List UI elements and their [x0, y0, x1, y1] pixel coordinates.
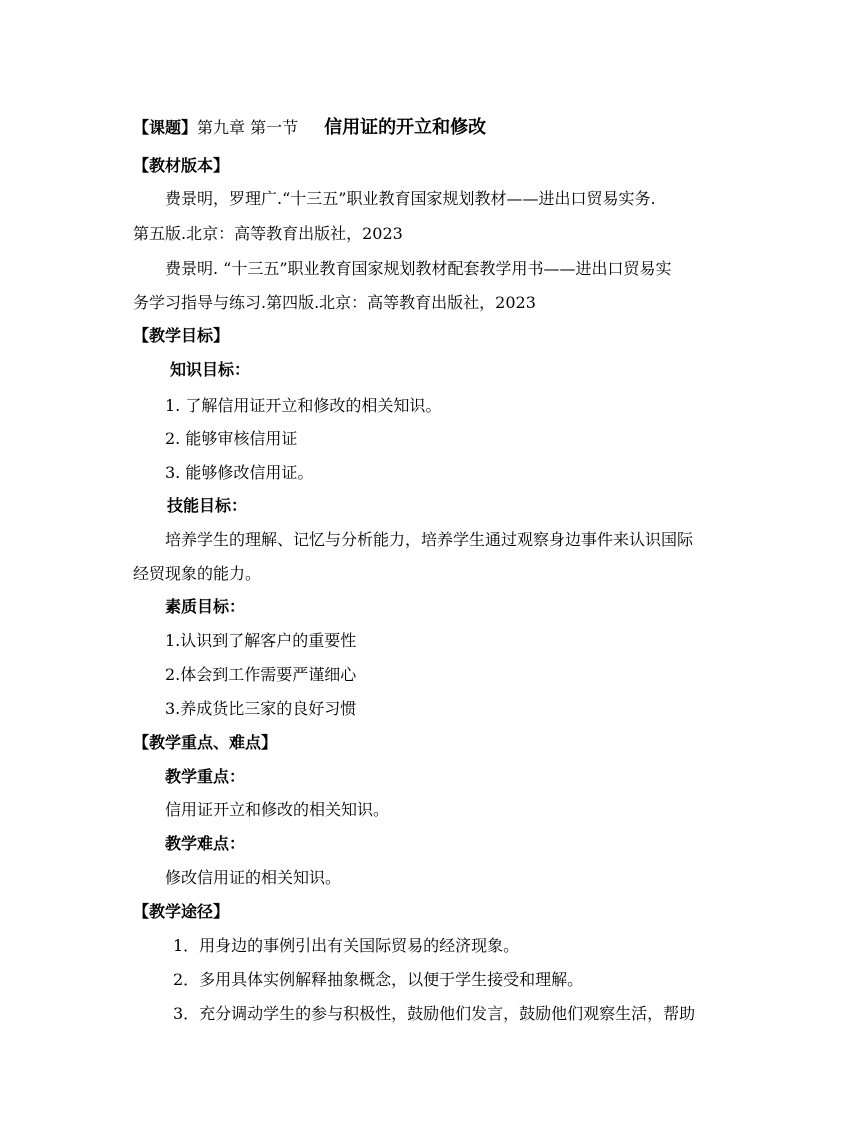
focus-text: 信用证开立和修改的相关知识。	[165, 800, 390, 819]
difficulty-heading: 教学难点：	[165, 834, 246, 853]
focus-heading: 教学重点：	[165, 767, 246, 786]
lesson-title-line	[133, 118, 486, 138]
lesson-topic: 信用证的开立和修改	[324, 117, 487, 138]
difficulty-text: 修改信用证的相关知识。	[165, 868, 342, 887]
approach-heading: 【教学途径】	[133, 902, 230, 921]
approach-item: 2．多用具体实例解释抽象概念，以便于学生接受和理解。	[173, 970, 584, 989]
knowledge-item: 2. 能够审核信用证	[165, 429, 298, 448]
knowledge-heading: 知识目标：	[170, 360, 251, 379]
lesson-chapter: 第九章 第一节	[197, 118, 299, 137]
quality-item: 2.体会到工作需要严谨细心	[165, 665, 357, 684]
knowledge-item: 1. 了解信用证开立和修改的相关知识。	[165, 396, 442, 415]
textbook-ref1-line2: 第五版.北京：高等教育出版社，2023	[133, 224, 403, 243]
quality-heading: 素质目标：	[165, 597, 246, 616]
textbook-heading: 【教材版本】	[133, 156, 230, 175]
textbook-ref2-line1: 费景明. “十三五”职业教育国家规划教材配套教学用书——进出口贸易实	[165, 259, 672, 278]
lesson-label: 【课题】	[133, 118, 198, 137]
key-points-heading: 【教学重点、难点】	[133, 733, 278, 752]
objectives-heading: 【教学目标】	[133, 326, 230, 345]
quality-item: 1.认识到了解客户的重要性	[165, 631, 357, 650]
textbook-ref2-line2: 务学习指导与练习.第四版.北京：高等教育出版社，2023	[133, 293, 536, 312]
approach-item: 3．充分调动学生的参与积极性，鼓励他们发言，鼓励他们观察生活，帮助	[173, 1004, 696, 1023]
approach-item: 1．用身边的事例引出有关国际贸易的经济现象。	[173, 936, 520, 955]
textbook-ref1-line1: 费景明，罗理广.“十三五”职业教育国家规划教材——进出口贸易实务.	[165, 189, 656, 208]
quality-item: 3.养成货比三家的良好习惯	[165, 699, 357, 718]
knowledge-item: 3. 能够修改信用证。	[165, 463, 314, 482]
skill-text-line1: 培养学生的理解、记忆与分析能力，培养学生通过观察身边事件来认识国际	[165, 530, 694, 549]
skill-text-line2: 经贸现象的能力。	[133, 564, 262, 583]
skill-heading: 技能目标：	[167, 496, 248, 515]
